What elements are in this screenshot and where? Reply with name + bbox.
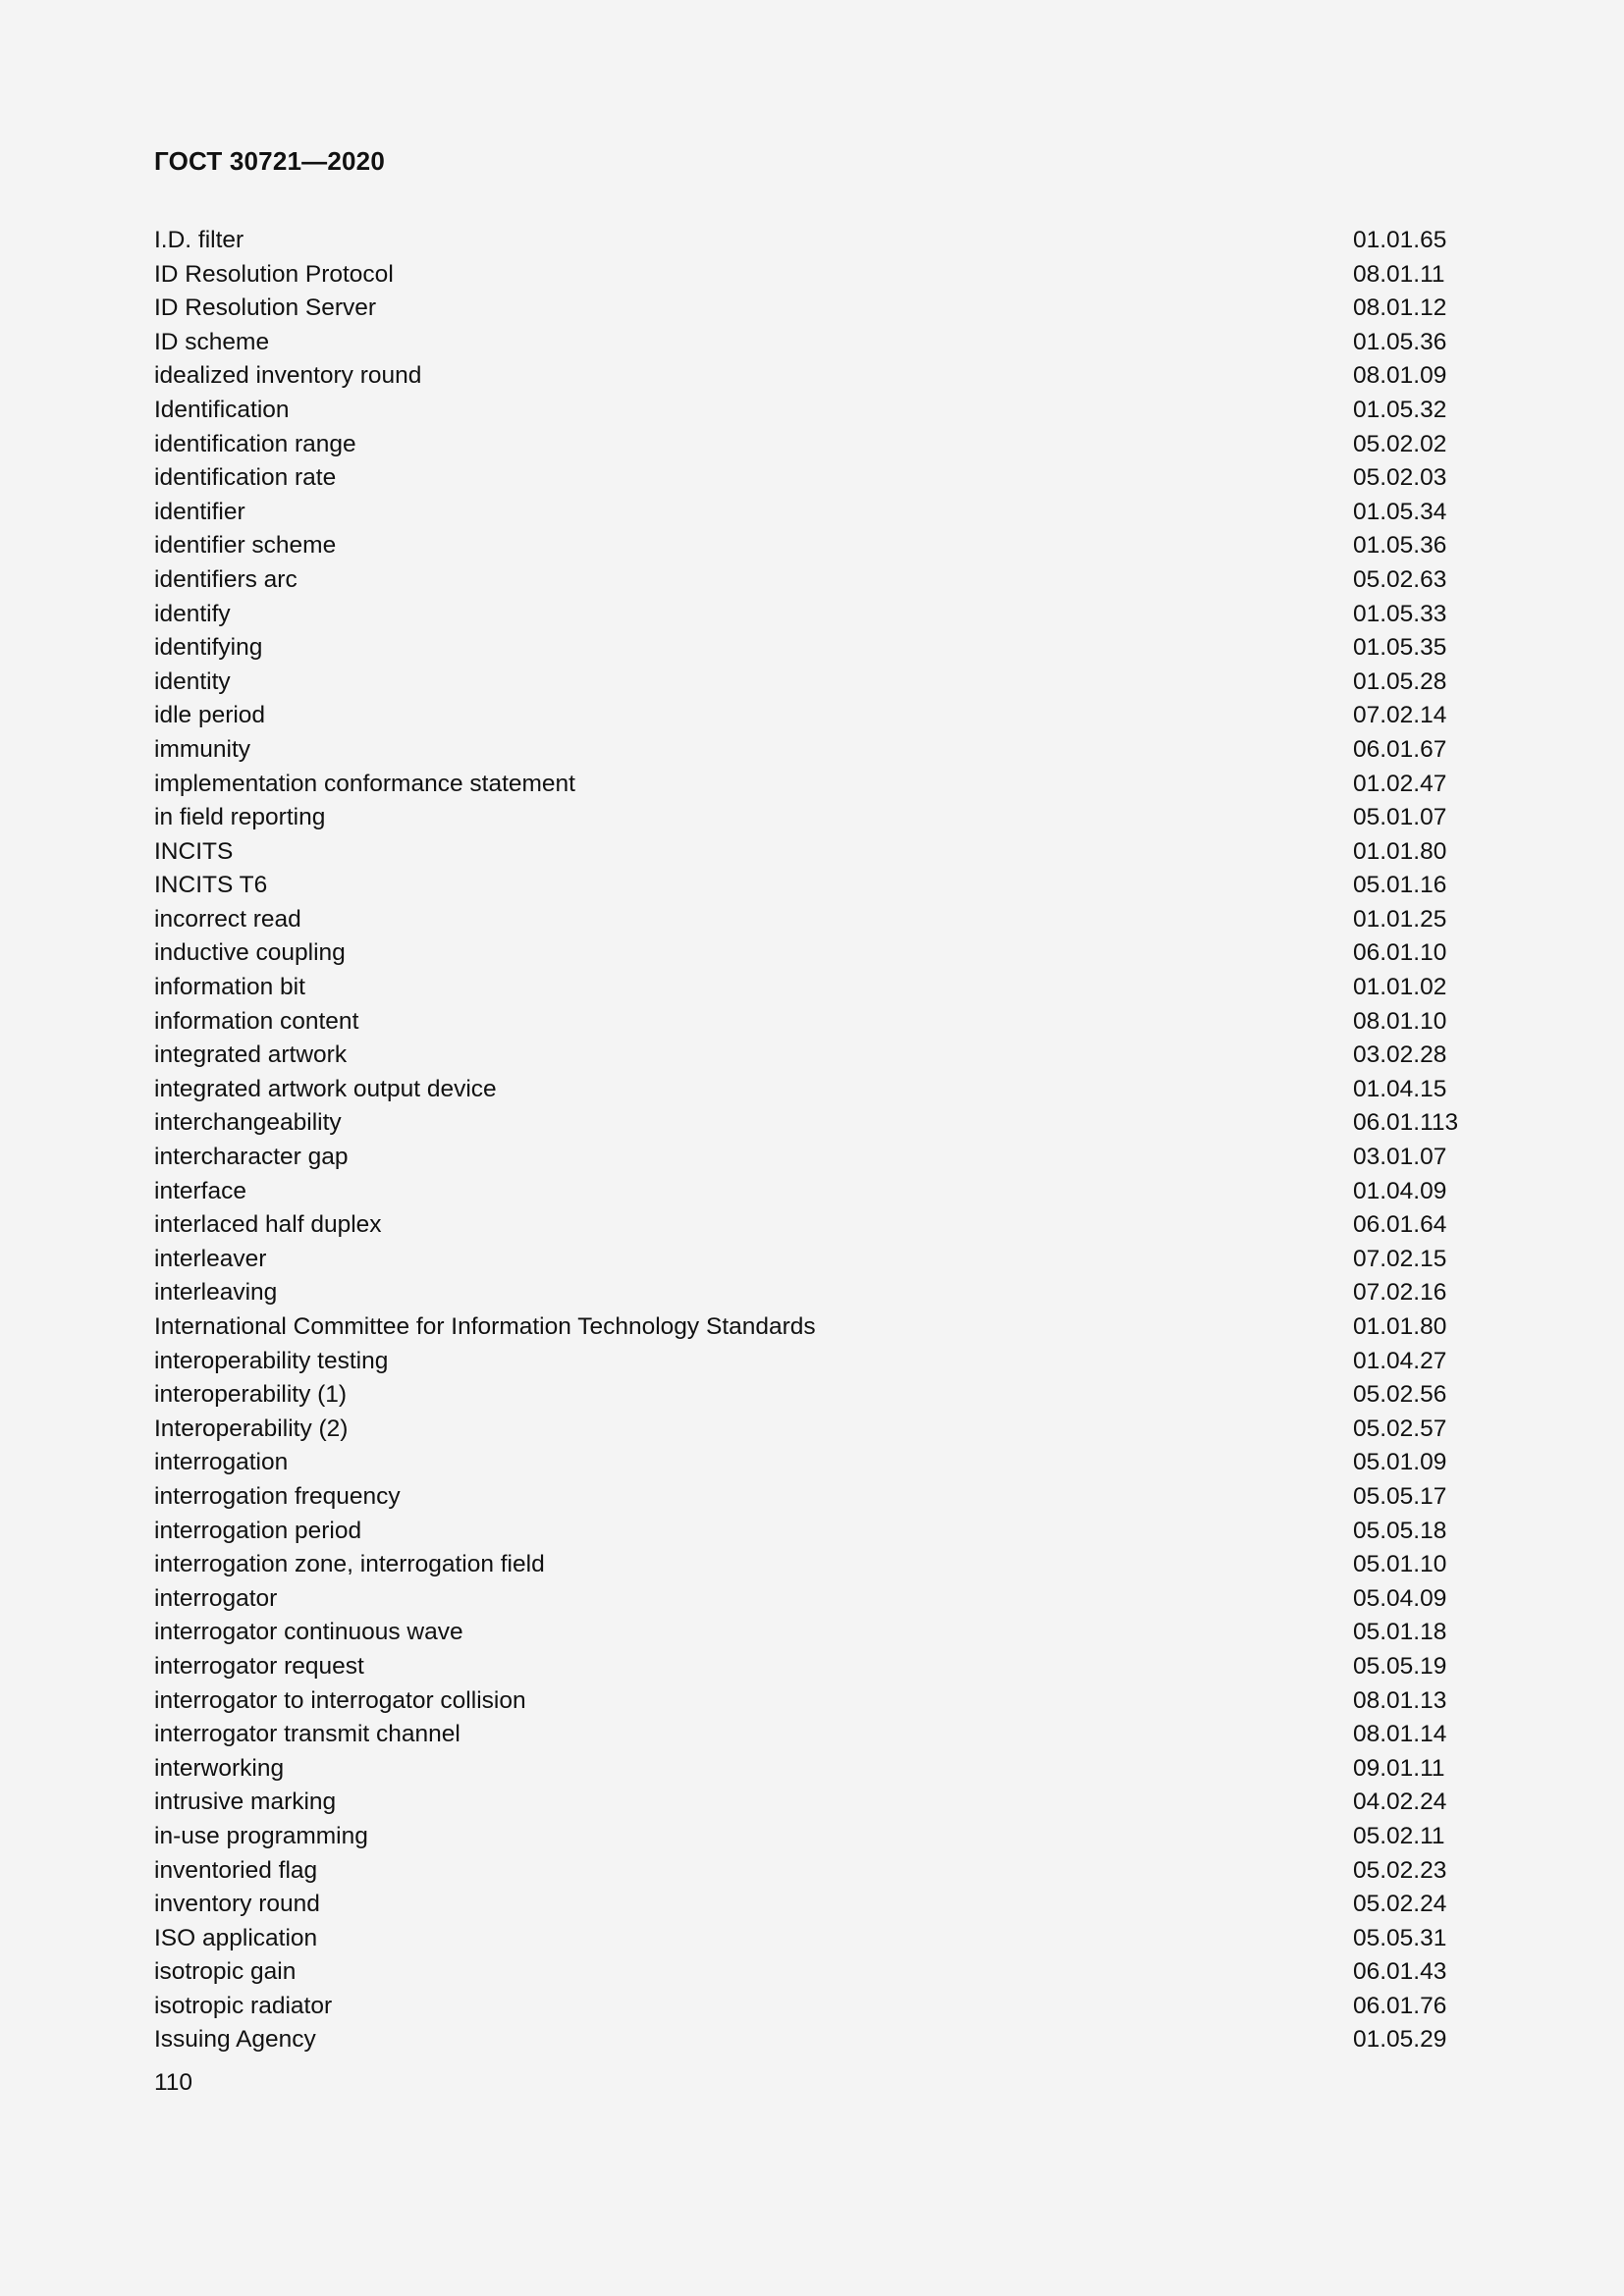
index-term: interlaced half duplex xyxy=(154,1211,382,1239)
index-entry xyxy=(154,1073,1460,1107)
index-code: 08.01.09 xyxy=(1353,362,1447,390)
index-code: 03.01.07 xyxy=(1353,1144,1447,1171)
index-code: 05.02.56 xyxy=(1353,1381,1447,1409)
index-code: 05.01.09 xyxy=(1353,1449,1447,1476)
index-code: 05.02.11 xyxy=(1353,1822,1445,1849)
index-code: 05.05.17 xyxy=(1353,1482,1447,1510)
index-entry xyxy=(154,1786,1460,1820)
index-entry xyxy=(154,1446,1460,1480)
index-term: INCITS T6 xyxy=(154,872,268,899)
index-term: isotropic radiator xyxy=(154,1992,333,2019)
index-code: 05.01.07 xyxy=(1353,804,1447,831)
index-code: 01.05.36 xyxy=(1353,532,1447,560)
index-code: 09.01.11 xyxy=(1353,1754,1445,1782)
index-term: identification rate xyxy=(154,464,337,492)
index-entry xyxy=(154,631,1460,666)
index-code: 05.05.19 xyxy=(1353,1652,1447,1680)
index-term: identify xyxy=(154,600,231,627)
index-code: 05.02.57 xyxy=(1353,1415,1447,1442)
index-term: identification range xyxy=(154,430,356,457)
index-code: 05.04.09 xyxy=(1353,1584,1447,1612)
index-entry xyxy=(154,1820,1460,1854)
document-title: ГОСТ 30721—2020 xyxy=(154,146,385,176)
index-entry xyxy=(154,326,1460,360)
index-code: 01.02.47 xyxy=(1353,770,1447,797)
index-entry xyxy=(154,461,1460,496)
index-entry xyxy=(154,1039,1460,1073)
index-entry xyxy=(154,1480,1460,1515)
index-term: in-use programming xyxy=(154,1822,368,1849)
index-entry xyxy=(154,801,1460,835)
index-code: 05.01.10 xyxy=(1353,1551,1447,1578)
index-term: interrogator continuous wave xyxy=(154,1619,463,1646)
index-entry xyxy=(154,1310,1460,1345)
index-entry xyxy=(154,359,1460,394)
index-code: 01.05.33 xyxy=(1353,600,1447,627)
index-term: intercharacter gap xyxy=(154,1144,349,1171)
index-code: 04.02.24 xyxy=(1353,1789,1447,1816)
index-entry xyxy=(154,1922,1460,1956)
index-term: interrogation period xyxy=(154,1517,362,1544)
index-term: interrogation frequency xyxy=(154,1482,401,1510)
index-term: interface xyxy=(154,1177,246,1204)
index-entry xyxy=(154,1650,1460,1684)
index-code: 05.05.18 xyxy=(1353,1517,1447,1544)
index-entry xyxy=(154,1276,1460,1310)
index-code: 08.01.14 xyxy=(1353,1721,1447,1748)
index-term: interrogation xyxy=(154,1449,289,1476)
index-code: 07.02.14 xyxy=(1353,702,1447,729)
index-entry xyxy=(154,258,1460,293)
index-term: isotropic gain xyxy=(154,1958,297,1986)
index-entry xyxy=(154,903,1460,937)
index-entry xyxy=(154,292,1460,326)
index-entry xyxy=(154,1345,1460,1379)
index-code: 07.02.15 xyxy=(1353,1245,1447,1272)
index-code: 01.05.35 xyxy=(1353,634,1447,662)
index-term: idealized inventory round xyxy=(154,362,422,390)
index-entry xyxy=(154,1752,1460,1787)
index-term: identifiers arc xyxy=(154,565,298,593)
index-term: interleaver xyxy=(154,1245,267,1272)
index-code: 06.01.113 xyxy=(1353,1109,1459,1137)
index-term: information content xyxy=(154,1007,359,1035)
index-term: I.D. filter xyxy=(154,227,244,253)
index-code: 01.05.34 xyxy=(1353,498,1447,525)
index-entry xyxy=(154,394,1460,428)
index-code: 08.01.12 xyxy=(1353,294,1447,322)
index-code: 01.05.29 xyxy=(1353,2026,1447,2054)
index-code: 06.01.76 xyxy=(1353,1992,1447,2019)
index-code: 01.04.09 xyxy=(1353,1177,1447,1204)
term-index-list xyxy=(154,224,1460,2057)
index-code: 01.01.80 xyxy=(1353,837,1447,865)
index-term: interrogator to interrogator collision xyxy=(154,1686,526,1714)
index-term: idle period xyxy=(154,702,266,729)
index-entry xyxy=(154,563,1460,598)
index-entry xyxy=(154,1955,1460,1990)
index-code: 01.05.32 xyxy=(1353,396,1447,423)
index-term: interoperability testing xyxy=(154,1347,389,1374)
index-entry xyxy=(154,1106,1460,1141)
index-term: interrogator request xyxy=(154,1652,364,1680)
index-entry xyxy=(154,1582,1460,1617)
index-term: identity xyxy=(154,667,231,695)
index-term: identifier xyxy=(154,498,245,525)
index-code: 08.01.10 xyxy=(1353,1007,1447,1035)
index-entry xyxy=(154,428,1460,462)
index-code: 01.01.65 xyxy=(1353,227,1447,253)
index-term: identifier scheme xyxy=(154,532,337,560)
index-entry xyxy=(154,1854,1460,1889)
page-number: 110 xyxy=(154,2069,193,2096)
index-term: in field reporting xyxy=(154,804,326,831)
index-term: inductive coupling xyxy=(154,939,346,967)
index-code: 06.01.43 xyxy=(1353,1958,1447,1986)
index-code: 05.02.63 xyxy=(1353,565,1447,593)
index-term: interoperability (1) xyxy=(154,1381,348,1409)
index-code: 06.01.10 xyxy=(1353,939,1447,967)
index-term: ID scheme xyxy=(154,328,270,355)
index-term: interrogation zone, interrogation field xyxy=(154,1551,545,1578)
index-entry xyxy=(154,1208,1460,1243)
index-term: identifying xyxy=(154,634,263,662)
index-term: ID Resolution Server xyxy=(154,294,377,322)
index-term: integrated artwork xyxy=(154,1041,348,1069)
index-code: 07.02.16 xyxy=(1353,1279,1447,1307)
index-term: inventoried flag xyxy=(154,1856,318,1884)
index-code: 08.01.11 xyxy=(1353,260,1445,288)
index-term: inventory round xyxy=(154,1891,320,1918)
index-entry xyxy=(154,869,1460,903)
index-entry xyxy=(154,529,1460,563)
index-code: 01.04.27 xyxy=(1353,1347,1447,1374)
index-entry xyxy=(154,1616,1460,1650)
index-term: Identification xyxy=(154,396,290,423)
index-term: intrusive marking xyxy=(154,1789,337,1816)
index-entry xyxy=(154,2023,1460,2057)
index-code: 05.01.16 xyxy=(1353,872,1447,899)
index-entry xyxy=(154,1175,1460,1209)
index-term: implementation conformance statement xyxy=(154,770,575,797)
index-code: 01.01.02 xyxy=(1353,974,1447,1001)
index-term: International Committee for Information Technology Standards xyxy=(154,1313,816,1340)
index-entry xyxy=(154,1005,1460,1040)
index-code: 03.02.28 xyxy=(1353,1041,1447,1069)
index-code: 05.05.31 xyxy=(1353,1924,1447,1951)
index-code: 05.02.23 xyxy=(1353,1856,1447,1884)
index-entry xyxy=(154,598,1460,632)
index-term: incorrect read xyxy=(154,905,301,933)
index-entry xyxy=(154,768,1460,802)
index-code: 05.01.18 xyxy=(1353,1619,1447,1646)
index-term: interleaving xyxy=(154,1279,278,1307)
index-term: INCITS xyxy=(154,837,234,865)
index-code: 05.02.02 xyxy=(1353,430,1447,457)
index-term: integrated artwork output device xyxy=(154,1075,497,1102)
index-term: interchangeability xyxy=(154,1109,342,1137)
index-entry xyxy=(154,1243,1460,1277)
index-entry xyxy=(154,835,1460,870)
index-entry xyxy=(154,733,1460,768)
index-code: 01.05.28 xyxy=(1353,667,1447,695)
index-term: ID Resolution Protocol xyxy=(154,260,394,288)
index-entry xyxy=(154,1378,1460,1413)
index-entry xyxy=(154,971,1460,1005)
index-entry xyxy=(154,1888,1460,1922)
index-term: immunity xyxy=(154,735,251,763)
index-term: Interoperability (2) xyxy=(154,1415,349,1442)
index-term: ISO application xyxy=(154,1924,318,1951)
index-term: Issuing Agency xyxy=(154,2026,316,2054)
index-entry xyxy=(154,1141,1460,1175)
index-entry xyxy=(154,1515,1460,1549)
index-code: 01.04.15 xyxy=(1353,1075,1447,1102)
index-term: interrogator xyxy=(154,1584,278,1612)
index-entry xyxy=(154,936,1460,971)
index-code: 05.02.24 xyxy=(1353,1891,1447,1918)
index-entry xyxy=(154,1548,1460,1582)
index-entry xyxy=(154,224,1460,258)
index-code: 01.05.36 xyxy=(1353,328,1447,355)
index-code: 05.02.03 xyxy=(1353,464,1447,492)
index-term: interworking xyxy=(154,1754,285,1782)
index-entry xyxy=(154,1718,1460,1752)
index-code: 01.01.25 xyxy=(1353,905,1447,933)
index-code: 06.01.64 xyxy=(1353,1211,1447,1239)
index-code: 06.01.67 xyxy=(1353,735,1447,763)
index-entry xyxy=(154,699,1460,733)
index-term: information bit xyxy=(154,974,305,1001)
index-entry xyxy=(154,1684,1460,1719)
index-entry xyxy=(154,666,1460,700)
index-term: interrogator transmit channel xyxy=(154,1721,460,1748)
index-entry xyxy=(154,496,1460,530)
index-entry xyxy=(154,1413,1460,1447)
index-code: 08.01.13 xyxy=(1353,1686,1447,1714)
index-entry xyxy=(154,1990,1460,2024)
index-code: 01.01.80 xyxy=(1353,1313,1447,1340)
